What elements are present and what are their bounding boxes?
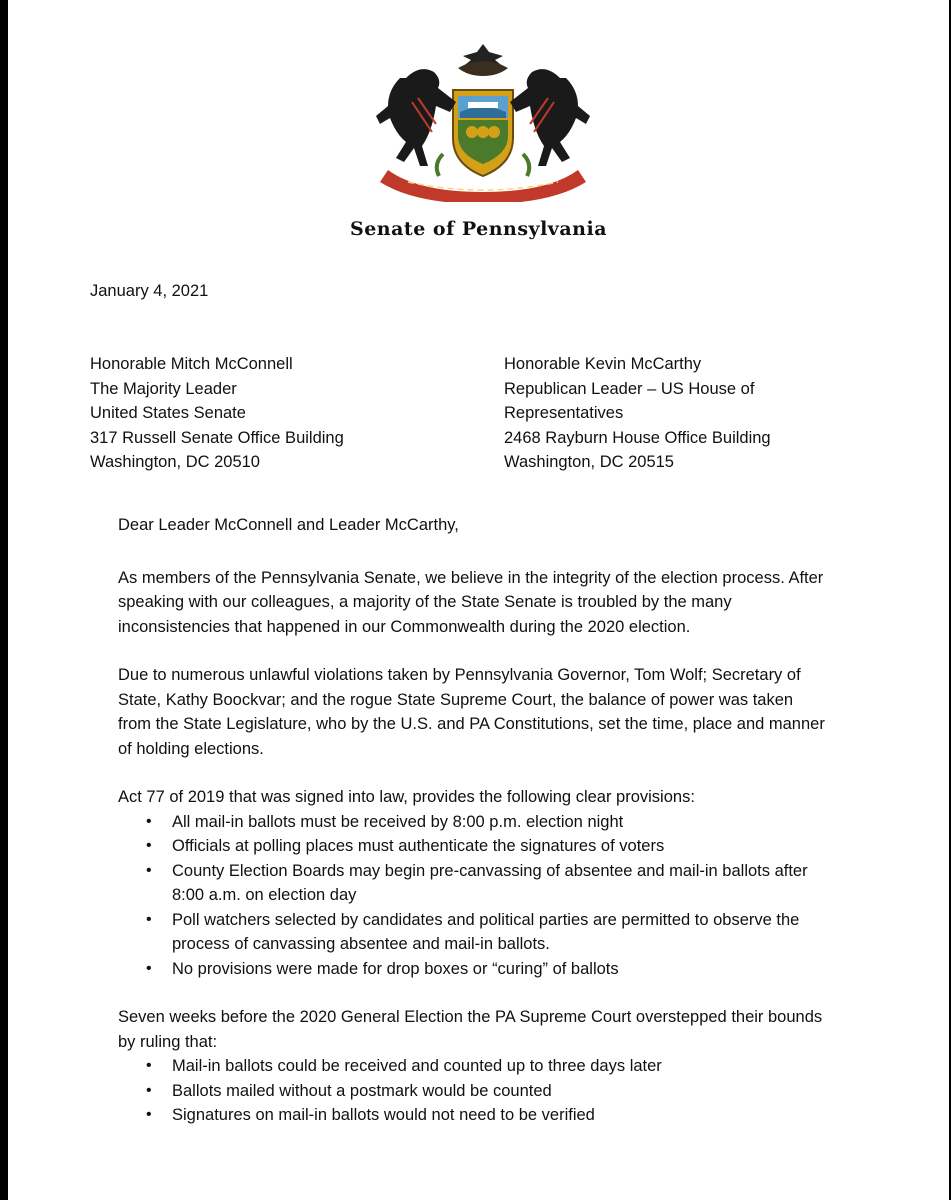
bullet-icon: • — [146, 837, 152, 854]
bullet-icon: • — [146, 1057, 152, 1074]
letter-date: January 4, 2021 — [90, 282, 209, 300]
list-item — [118, 859, 828, 908]
bullet-icon: • — [146, 1106, 152, 1123]
bullet-icon: • — [146, 910, 152, 928]
pennsylvania-seal-icon — [348, 42, 618, 202]
address-line: Honorable Mitch McConnell — [90, 355, 293, 373]
list-item-text: No provisions were made for drop boxes or “curing” of ballots — [172, 959, 619, 978]
bullet-icon: • — [146, 812, 152, 830]
address-line: The Majority Leader — [90, 379, 237, 398]
list-item — [118, 1103, 828, 1128]
list-item-text: All mail-in ballots must be received by 8:00 p.m. election night — [172, 812, 624, 831]
address-line: 2468 Rayburn House Office Building — [504, 428, 771, 447]
act77-provisions-list — [118, 810, 828, 982]
list-item-text: Poll watchers selected by candidates and political parties are permitted to observe the process of canvassing absentee and mail-in ballots. — [172, 910, 800, 953]
list-item — [118, 957, 828, 982]
list-item-text: County Election Boards may begin pre-canvassing of absentee and mail-in ballots after 8:00 a.m. on election day — [172, 861, 808, 904]
list-item-text: Ballots mailed without a postmark would be counted — [172, 1081, 552, 1100]
paragraph-supreme-court: Seven weeks before the 2020 General Election the PA Supreme Court overstepped their bounds by ruling that: — [118, 1008, 823, 1051]
recipient-address-left — [90, 352, 344, 475]
address-line: Honorable Kevin McCarthy — [504, 355, 702, 373]
address-line: United States Senate — [90, 404, 246, 423]
list-item-text: Mail-in ballots could be received and counted up to three days later — [172, 1057, 662, 1075]
address-line: Washington, DC 20510 — [90, 453, 260, 472]
list-item — [118, 1054, 828, 1079]
paragraph-act77: Act 77 of 2019 that was signed into law, provides the following clear provisions: — [118, 788, 695, 806]
list-item — [118, 834, 828, 859]
salutation: Dear Leader McConnell and Leader McCarthy, — [118, 516, 459, 534]
list-item — [118, 810, 828, 835]
bullet-icon: • — [146, 959, 152, 977]
court-rulings-list — [118, 1054, 828, 1128]
paragraph-violations: Due to numerous unlawful violations taken by Pennsylvania Governor, Tom Wolf; Secretary of State, Kathy Boockvar; and the rogue State Supreme Court, the balance of power was taken from the State Legislature, who by the U.S. and PA Constitutions, set the time, place and manner of holding elections. — [118, 666, 825, 758]
recipient-address-right — [504, 352, 771, 475]
letter-body — [118, 513, 828, 1152]
list-item — [118, 908, 828, 957]
address-line: Representatives — [504, 404, 624, 423]
letter-page — [8, 0, 949, 1200]
bullet-icon: • — [146, 1081, 152, 1099]
list-item-text: Officials at polling places must authenticate the signatures of voters — [172, 837, 665, 855]
bullet-icon: • — [146, 861, 152, 879]
address-line: Republican Leader – US House of — [504, 379, 755, 398]
list-item-text: Signatures on mail-in ballots would not need to be verified — [172, 1106, 595, 1124]
address-line: Washington, DC 20515 — [504, 453, 674, 472]
list-item — [118, 1079, 828, 1104]
letterhead-title: Senate of Pennsylvania — [349, 218, 608, 240]
paragraph-integrity: As members of the Pennsylvania Senate, we believe in the integrity of the election process. After speaking with our colleagues, a majority of the State Senate is troubled by the many inconsistencies that happened in our Commonwealth during the 2020 election. — [118, 568, 824, 636]
address-line: 317 Russell Senate Office Building — [90, 428, 344, 447]
